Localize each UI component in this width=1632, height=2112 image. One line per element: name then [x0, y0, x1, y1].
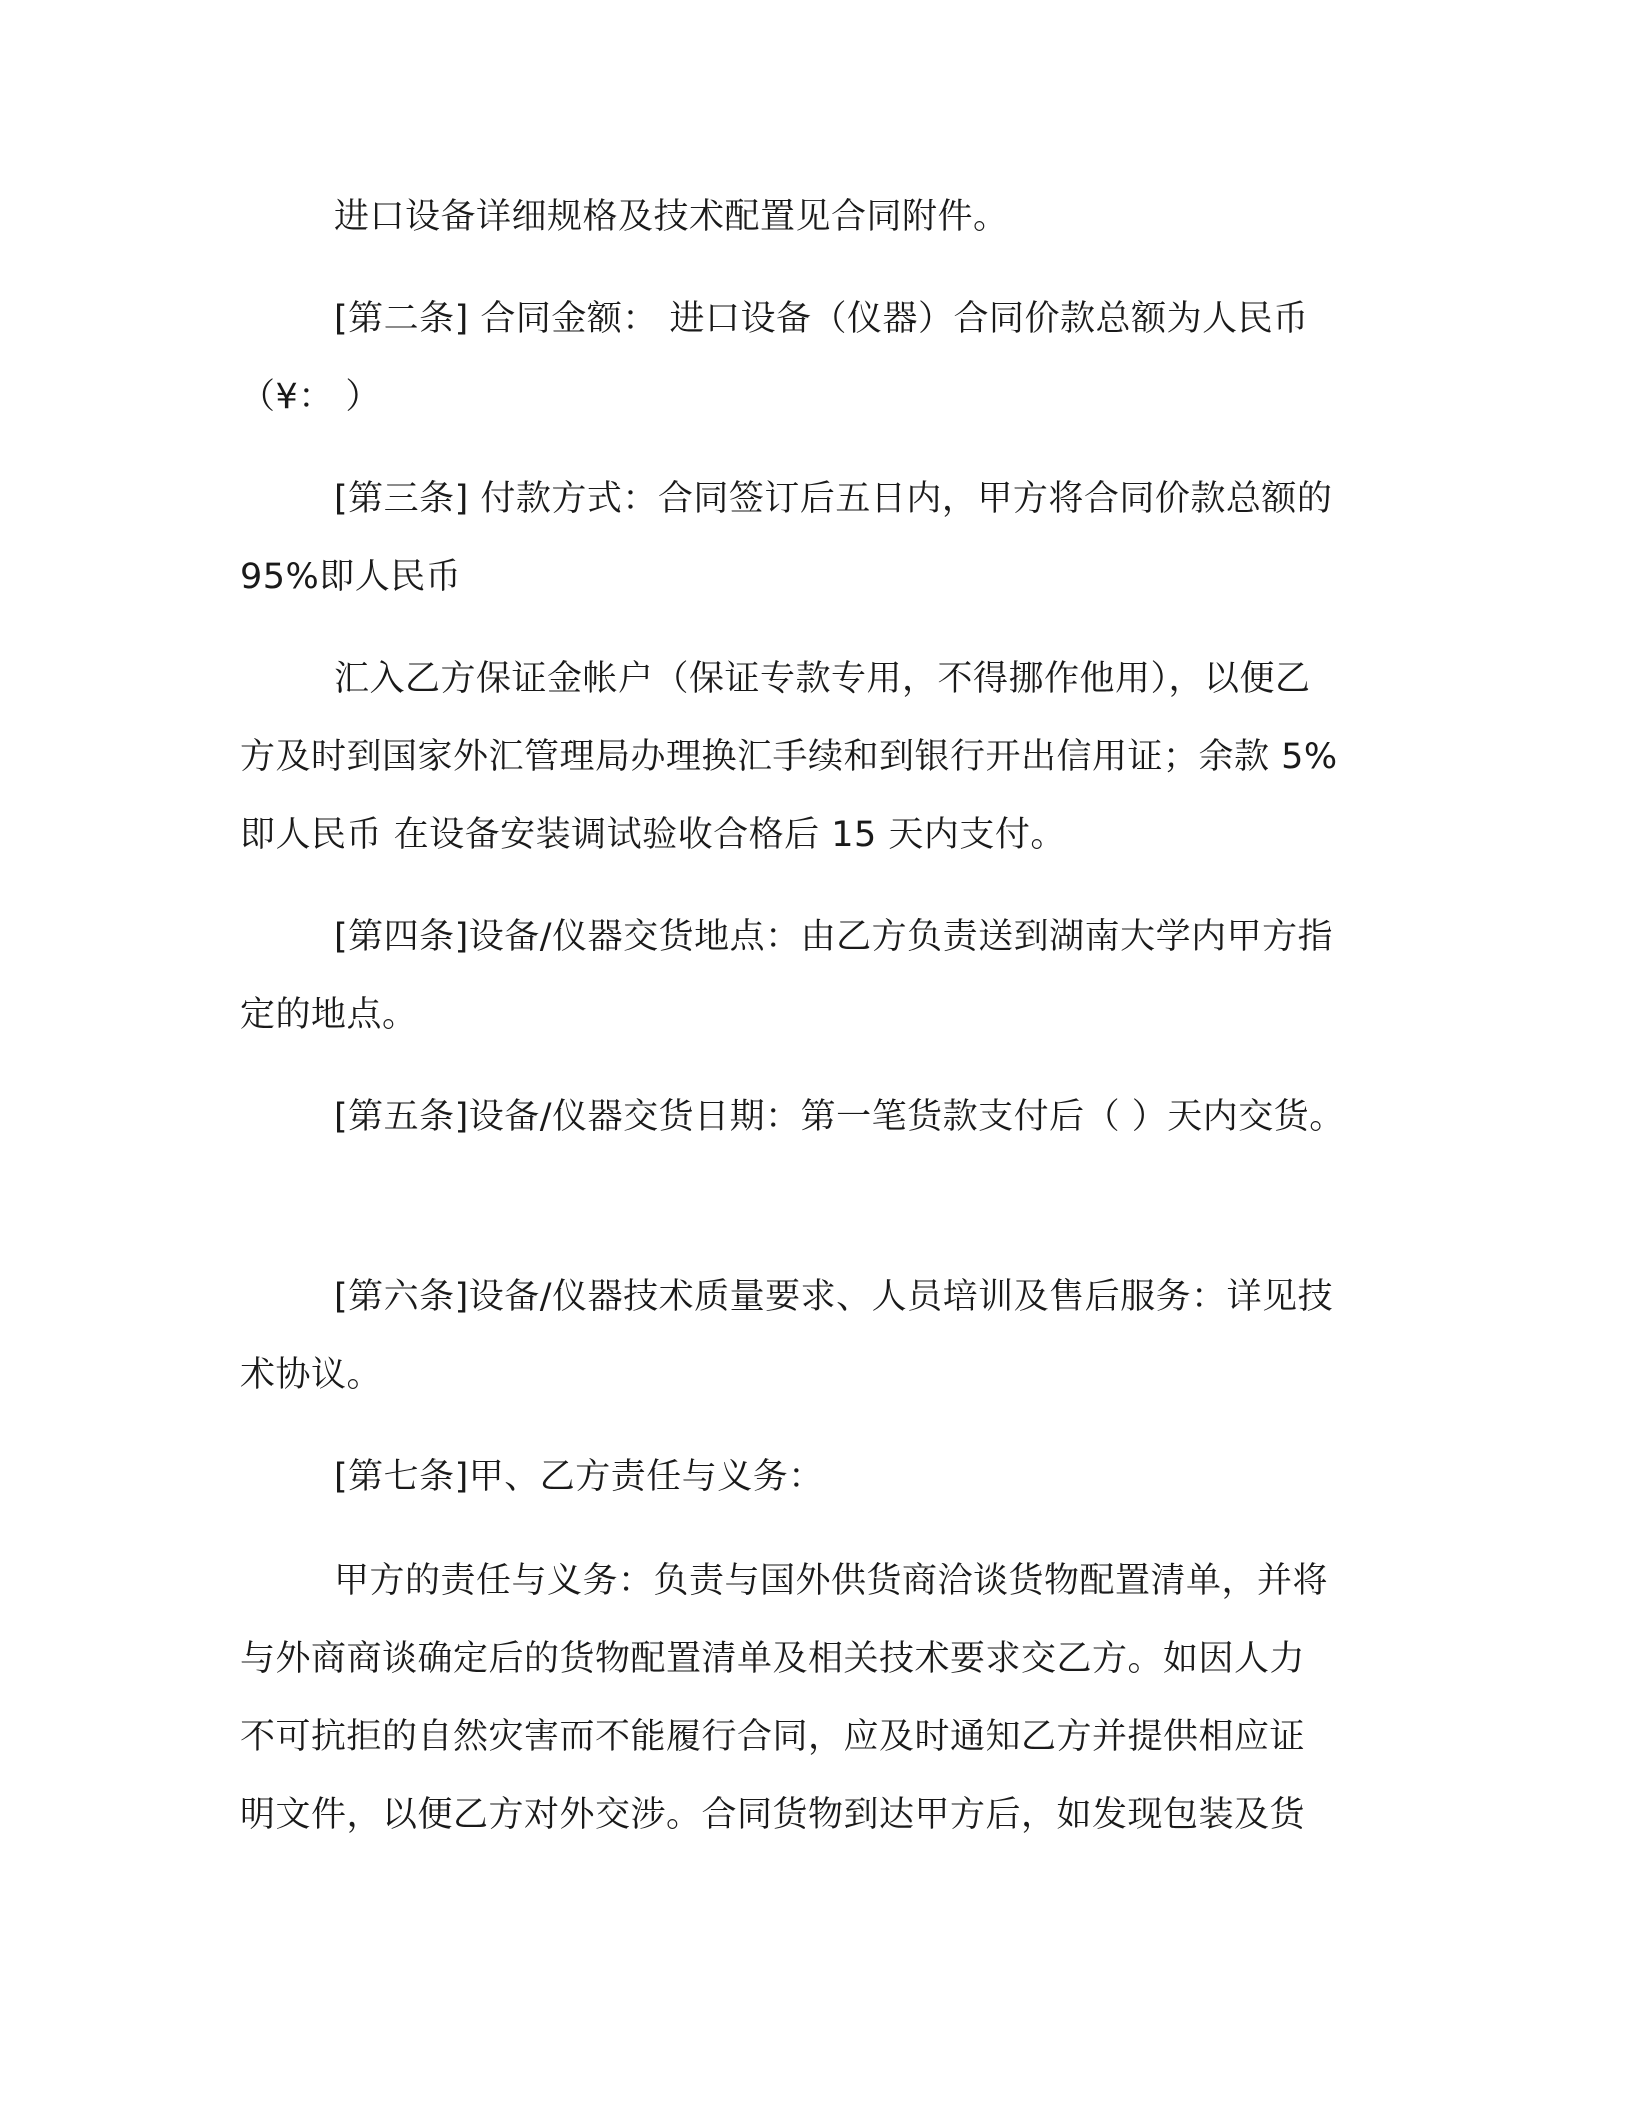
- paragraph-line: 明文件，以便乙方对外交涉。合同货物到达甲方后，如发现包装及货: [240, 1795, 1306, 1835]
- paragraph-article-6: [240, 1258, 1390, 1414]
- paragraph-line: [第五条]设备/仪器交货日期：第一笔货款支付后（ ）天内交货。: [334, 1097, 1345, 1137]
- paragraph-line: [第六条]设备/仪器技术质量要求、人员培训及售后服务：详见技: [334, 1277, 1334, 1317]
- paragraph-line: 汇入乙方保证金帐户（保证专款专用，不得挪作他用），以便乙: [334, 659, 1311, 699]
- paragraph-line: 95%即人民币: [240, 557, 462, 597]
- paragraph-line: 进口设备详细规格及技术配置见合同附件。: [334, 197, 1009, 237]
- paragraph-line: （¥： ）: [240, 377, 381, 417]
- paragraph-article-4: [240, 898, 1390, 1054]
- paragraph-line: 不可抗拒的自然灾害而不能履行合同，应及时通知乙方并提供相应证: [240, 1717, 1306, 1757]
- paragraph-line: 即人民币 在设备安装调试验收合格后 15 天内支付。: [240, 815, 1066, 855]
- paragraph-payment-detail: [240, 640, 1390, 874]
- paragraph-line: 方及时到国家外汇管理局办理换汇手续和到银行开出信用证；余款 5%: [240, 737, 1338, 777]
- paragraph-article-7: [240, 1438, 1390, 1516]
- paragraph-article-2: [240, 280, 1390, 436]
- paragraph-line: 术协议。: [240, 1355, 383, 1395]
- paragraph-party-a-duties: [240, 1542, 1390, 1854]
- paragraph-line: 甲方的责任与义务：负责与国外供货商洽谈货物配置清单，并将: [334, 1561, 1329, 1601]
- paragraph-line: [第七条]甲、乙方责任与义务：: [334, 1457, 824, 1497]
- paragraph-line: 与外商商谈确定后的货物配置清单及相关技术要求交乙方。如因人力: [240, 1639, 1306, 1679]
- paragraph-line: [第四条]设备/仪器交货地点：由乙方负责送到湖南大学内甲方指: [334, 917, 1334, 957]
- paragraph-article-5: [240, 1078, 1390, 1156]
- paragraph-1: [240, 178, 1390, 256]
- paragraph-line: 定的地点。: [240, 995, 418, 1035]
- paragraph-line: [第三条] 付款方式：合同签订后五日内，甲方将合同价款总额的: [334, 479, 1333, 519]
- paragraph-line: [第二条] 合同金额： 进口设备（仪器）合同价款总额为人民币: [334, 299, 1309, 339]
- paragraph-article-3: [240, 460, 1390, 616]
